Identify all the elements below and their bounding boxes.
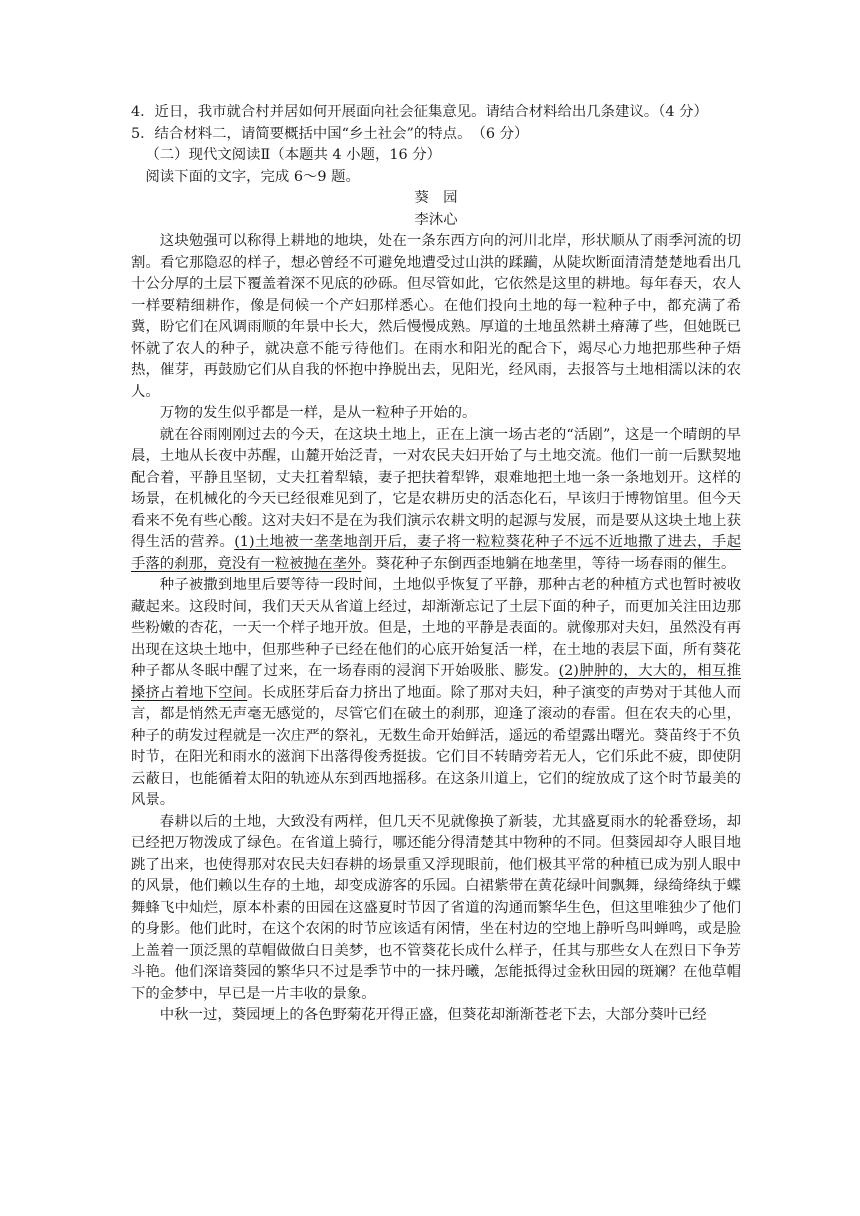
document-page xyxy=(131,102,741,1027)
paragraph-3 xyxy=(131,425,741,576)
paragraph-4 xyxy=(131,575,741,812)
underlined-sentence-2: (2)肿肿的，大大的，相互推搡挤占着地下空间 xyxy=(131,663,741,701)
paragraph-4-text-b: 。长成胚芽后奋力挤出了地面。除了那对夫妇，种子演变的声势对于其他人而言，都是悄然无声毫无感觉的，尽管它们在破土的刹那，迎逢了滚动的春雷。但在农夫的心里，种子的萌发过程就是一次庄严的祭礼，无数生命开始鲜活，遥远的希望露出曙光。葵苗终于不负时节，在阳光和雨水的滋润下出落得俊秀挺拔。它们目不转睛旁若无人，它们乐此不疲，即使阴云蔽日，也能循着太阳的轨迹从东到西地摇移。在这条川道上，它们的绽放成了这个时节最美的风景。 xyxy=(131,684,741,808)
section-instruction: 阅读下面的文字，完成 6～9 题。 xyxy=(145,168,360,185)
paragraph-6: 中秋一过，葵园埂上的各色野菊花开得正盛，但葵花却渐渐苍老下去，大部分葵叶已经 xyxy=(159,1007,707,1023)
article-author: 李沐心 xyxy=(414,211,458,228)
question-4: 4．近日，我市就合村并居如何开展面向社会征集意见。请结合材料给出几条建议。（4 分） xyxy=(131,104,708,120)
section-heading: （二）现代文阅读Ⅱ（本题共 4 小题，16 分） xyxy=(145,147,442,163)
paragraph-2: 万物的发生似乎都是一样，是从一粒种子开始的。 xyxy=(159,405,477,421)
article-title: 葵园 xyxy=(414,190,472,206)
paragraph-3-text-a: 就在谷雨刚刚过去的今天，在这块土地上，正在上演一场古老的“活剧”，这是一个晴朗的早晨，土地从长夜中苏醒，山麓开始泛青，一对农民夫妇开始了与土地交流。他们一前一后默契地配合着，平静且坚韧，丈夫扛着犁辕，妻子把扶着犁铧，艰难地把土地一条一条地划开。这样的场景，在机械化的今天已经很难见到了，它是农耕历史的活态化石，早该归于博物馆里。但今天看来不免有些心酸。这对夫妇不是在为我们演示农耕文明的起源与发展，而是要从这块土地上获得生活的营养。 xyxy=(131,426,741,550)
paragraph-4-text-a: 种子被撒到地里后要等待一段时间，土地似乎恢复了平静，那种古老的种植方式也暂时被收藏起来。这段时间，我们天天从省道上经过，却渐渐忘记了土层下面的种子，而更加关注田边那些粉嫩的杏花，一天一个样子地开放。但是，土地的平静是表面的。就像那对夫妇，虽然没有再出现在这块土地中，但那些种子已经在他们的心底开始复活一样，在土地的表层下面，所有葵花种子都从冬眠中醒了过来，在一场春雨的浸润下开始吸胀、膨发。 xyxy=(131,577,741,679)
paragraph-1: 这块勉强可以称得上耕地的地块，处在一条东西方向的河川北岸，形状顺从了雨季河流的切割。看它那隐忍的样子，想必曾经不可避免地遭受过山洪的蹂躏，从陡坎断面清清楚楚地看出几十公分厚的土层下覆盖着深不见底的砂砾。但尽管如此，它依然是这里的耕地。每年春天，农人一样要精细耕作，像是伺候一个产妇那样悉心。在他们投向土地的每一粒种子中，都充满了希冀，盼它们在风调雨顺的年景中长大，然后慢慢成熟。厚道的土地虽然耕土瘠薄了些，但她既已怀就了农人的种子，就决意不能亏待他们。在雨水和阳光的配合下，竭尽心力地把那些种子焐热，催芽，再鼓励它们从自我的怀抱中挣脱出去，见阳光，经风雨，去报答与土地相濡以沫的农人。 xyxy=(131,233,741,400)
underlined-sentence-1: (1)土地被一垄垄地剖开后，妻子将一粒粒葵花种子不远不近地撒了进去，手起手落的刹那，竟没有一粒被抛在垄外 xyxy=(131,534,741,572)
question-5: 5．结合材料二，请简要概括中国“乡土社会”的特点。 （6 分） xyxy=(131,125,529,142)
paragraph-5: 春耕以后的土地，大致没有两样，但几天不见就像换了新装，尤其盛夏雨水的轮番登场，却已经把万物泼成了绿色。在省道上骑行，哪还能分得清楚其中物种的不同。但葵园却夺人眼目地跳了出来，也使得那对农民夫妇春耕的场景重又浮现眼前，他们极其平常的种植已成为别人眼中的风景，他们赖以生存的土地，却变成游客的乐园。白裙紫带在黄花绿叶间飘舞，绿绮绛纨于蝶舞蜂飞中灿烂，原本朴素的田园在这盛夏时节因了省道的沟通而繁华生色，但这里唯独少了他们的身影。他们此时，在这个农闲的时节应该适有闲情，坐在村边的空地上静听鸟叫蝉鸣，或是脸上盖着一顶泛黑的草帽做做白日美梦，也不管葵花长成什么样子，任其与那些女人在烈日下争芳斗艳。他们深谙葵园的繁华只不过是季节中的一抹丹曦，怎能抵得过金秋田园的斑斓？在他草帽下的金梦中，早已是一片丰收的景象。 xyxy=(131,813,741,1002)
paragraph-3-text-b: 。葵花种子东倒西歪地躺在地垄里，等待一场春雨的催生。 xyxy=(361,555,736,572)
